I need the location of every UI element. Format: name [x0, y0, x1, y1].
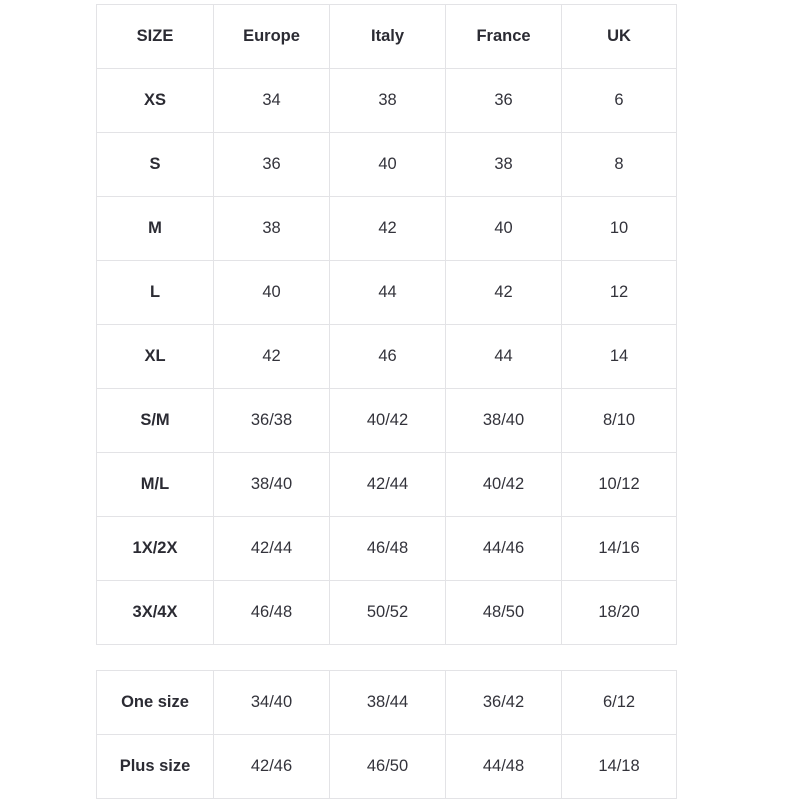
- cell-italy: 46/50: [330, 735, 446, 799]
- cell-italy: 42: [330, 197, 446, 261]
- row-label: XS: [97, 69, 214, 133]
- cell-france: 36/42: [446, 671, 562, 735]
- column-header-europe: Europe: [214, 5, 330, 69]
- cell-italy: 46/48: [330, 517, 446, 581]
- table-row: [97, 671, 677, 735]
- secondary-size-table: [96, 670, 677, 799]
- table-body: [97, 671, 677, 799]
- cell-france: 36: [446, 69, 562, 133]
- cell-europe: 42: [214, 325, 330, 389]
- cell-uk: 6: [562, 69, 677, 133]
- cell-uk: 10/12: [562, 453, 677, 517]
- cell-uk: 10: [562, 197, 677, 261]
- cell-france: 44/46: [446, 517, 562, 581]
- cell-france: 38: [446, 133, 562, 197]
- cell-italy: 40: [330, 133, 446, 197]
- cell-europe: 42/46: [214, 735, 330, 799]
- column-header-france: France: [446, 5, 562, 69]
- table-row: [97, 325, 677, 389]
- table-row: [97, 389, 677, 453]
- cell-europe: 34/40: [214, 671, 330, 735]
- cell-europe: 38/40: [214, 453, 330, 517]
- cell-uk: 14: [562, 325, 677, 389]
- row-label: S/M: [97, 389, 214, 453]
- cell-italy: 44: [330, 261, 446, 325]
- cell-france: 44: [446, 325, 562, 389]
- table-header-row: [97, 5, 677, 69]
- cell-uk: 18/20: [562, 581, 677, 645]
- cell-france: 38/40: [446, 389, 562, 453]
- cell-europe: 42/44: [214, 517, 330, 581]
- table-row: [97, 69, 677, 133]
- main-size-table-container: [96, 4, 676, 645]
- row-label: 3X/4X: [97, 581, 214, 645]
- cell-europe: 38: [214, 197, 330, 261]
- table-body: [97, 69, 677, 645]
- cell-italy: 50/52: [330, 581, 446, 645]
- column-header-uk: UK: [562, 5, 677, 69]
- secondary-size-table-container: [96, 670, 676, 799]
- cell-uk: 8: [562, 133, 677, 197]
- row-label: M/L: [97, 453, 214, 517]
- table-row: [97, 735, 677, 799]
- cell-europe: 36/38: [214, 389, 330, 453]
- cell-uk: 8/10: [562, 389, 677, 453]
- table-row: [97, 133, 677, 197]
- table-header: [97, 5, 677, 69]
- cell-france: 48/50: [446, 581, 562, 645]
- row-label: Plus size: [97, 735, 214, 799]
- cell-europe: 40: [214, 261, 330, 325]
- cell-uk: 14/16: [562, 517, 677, 581]
- cell-france: 42: [446, 261, 562, 325]
- table-row: [97, 197, 677, 261]
- row-label: M: [97, 197, 214, 261]
- table-row: [97, 261, 677, 325]
- cell-italy: 40/42: [330, 389, 446, 453]
- row-label: One size: [97, 671, 214, 735]
- table-row: [97, 581, 677, 645]
- cell-italy: 46: [330, 325, 446, 389]
- cell-uk: 6/12: [562, 671, 677, 735]
- cell-uk: 14/18: [562, 735, 677, 799]
- cell-france: 40/42: [446, 453, 562, 517]
- cell-france: 40: [446, 197, 562, 261]
- cell-uk: 12: [562, 261, 677, 325]
- cell-europe: 46/48: [214, 581, 330, 645]
- cell-italy: 38/44: [330, 671, 446, 735]
- cell-italy: 38: [330, 69, 446, 133]
- main-size-table: [96, 4, 677, 645]
- cell-europe: 36: [214, 133, 330, 197]
- cell-france: 44/48: [446, 735, 562, 799]
- cell-europe: 34: [214, 69, 330, 133]
- column-header-size: SIZE: [97, 5, 214, 69]
- row-label: L: [97, 261, 214, 325]
- row-label: XL: [97, 325, 214, 389]
- table-row: [97, 453, 677, 517]
- row-label: 1X/2X: [97, 517, 214, 581]
- cell-italy: 42/44: [330, 453, 446, 517]
- column-header-italy: Italy: [330, 5, 446, 69]
- row-label: S: [97, 133, 214, 197]
- table-row: [97, 517, 677, 581]
